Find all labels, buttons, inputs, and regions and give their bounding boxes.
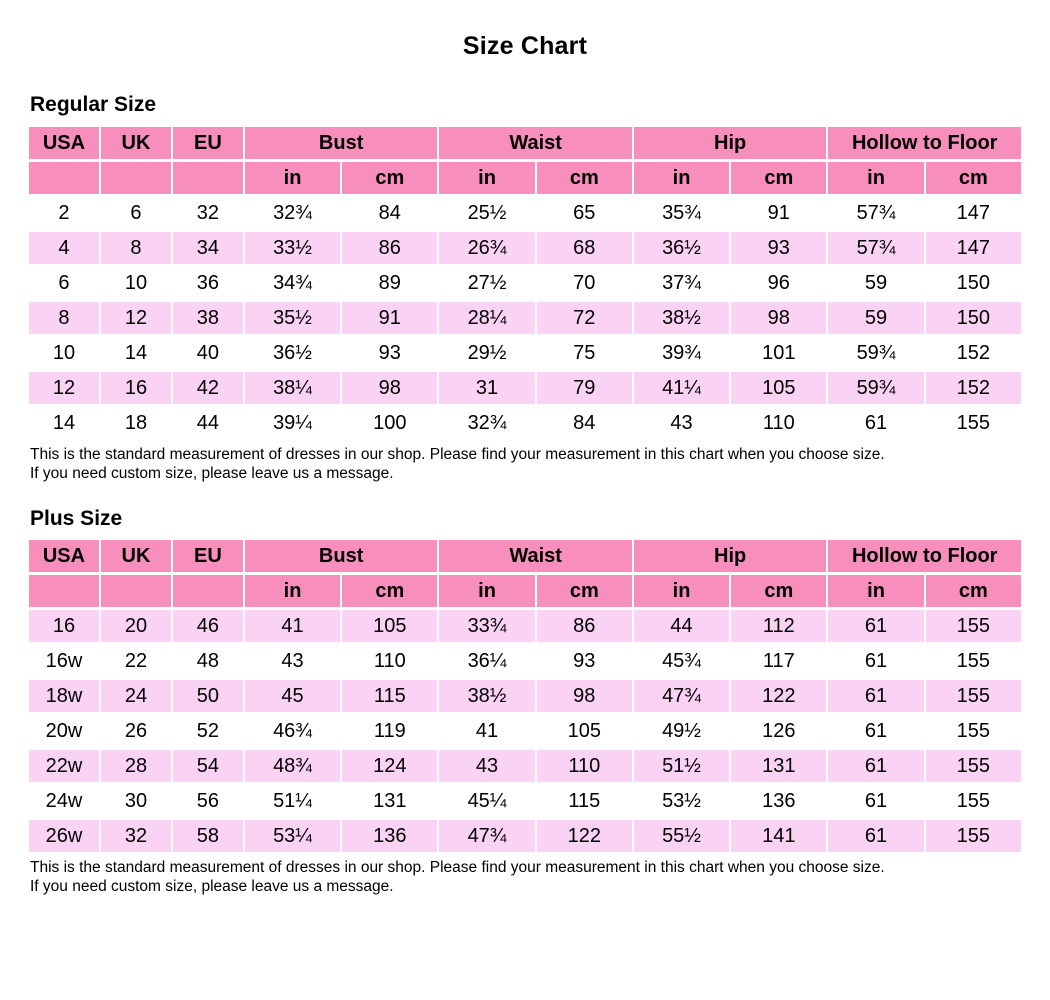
size-table-cell: 46¾ (245, 715, 340, 747)
unit-header-cm: cm (926, 162, 1021, 194)
regular-size-note (30, 445, 1050, 483)
size-table-cell: 6 (29, 267, 99, 299)
unit-header-cm: cm (537, 162, 632, 194)
size-table-cell: 41 (439, 715, 534, 747)
size-table-cell: 98 (731, 302, 826, 334)
size-table-cell: 47¾ (439, 820, 534, 852)
size-table-cell: 14 (101, 337, 171, 369)
unit-header-cm: cm (342, 575, 437, 607)
size-table-cell: 43 (634, 407, 729, 439)
size-table-cell: 152 (926, 372, 1021, 404)
size-table-cell: 34 (173, 232, 243, 264)
size-table-cell: 40 (173, 337, 243, 369)
unit-header-in: in (634, 162, 729, 194)
size-table-cell: 119 (342, 715, 437, 747)
size-table-cell: 122 (731, 680, 826, 712)
size-table-cell: 155 (926, 820, 1021, 852)
unit-header-in: in (245, 162, 340, 194)
size-table-cell: 8 (29, 302, 99, 334)
size-table-cell: 93 (731, 232, 826, 264)
size-table-cell: 59 (828, 267, 923, 299)
unit-header-spacer (173, 162, 243, 194)
size-table-row (29, 302, 1021, 334)
size-table-cell: 150 (926, 267, 1021, 299)
size-table-cell: 68 (537, 232, 632, 264)
size-table-cell: 54 (173, 750, 243, 782)
unit-header-cm: cm (342, 162, 437, 194)
size-table-row (29, 820, 1021, 852)
note-line-2: If you need custom size, please leave us a message. (30, 878, 394, 895)
size-table-cell: 22w (29, 750, 99, 782)
size-table-cell: 22 (101, 645, 171, 677)
size-table-cell: 61 (828, 407, 923, 439)
size-table-row (29, 715, 1021, 747)
size-table-cell: 42 (173, 372, 243, 404)
size-table-cell: 155 (926, 645, 1021, 677)
size-table-cell: 150 (926, 302, 1021, 334)
size-table-cell: 43 (245, 645, 340, 677)
size-table-cell: 36½ (245, 337, 340, 369)
size-table-cell: 41¼ (634, 372, 729, 404)
size-table-cell: 155 (926, 680, 1021, 712)
size-table-cell: 86 (342, 232, 437, 264)
note-line-2: If you need custom size, please leave us a message. (30, 465, 394, 482)
size-table-cell: 152 (926, 337, 1021, 369)
size-table-cell: 35½ (245, 302, 340, 334)
size-table-cell: 12 (101, 302, 171, 334)
size-table-cell: 27½ (439, 267, 534, 299)
unit-header-spacer (101, 575, 171, 607)
size-table-cell: 53¼ (245, 820, 340, 852)
size-table-cell: 6 (101, 197, 171, 229)
size-table-cell: 112 (731, 610, 826, 642)
size-table-row (29, 750, 1021, 782)
size-table-cell: 53½ (634, 785, 729, 817)
size-table-cell: 25½ (439, 197, 534, 229)
size-table-cell: 32¾ (439, 407, 534, 439)
size-table-cell: 115 (537, 785, 632, 817)
size-table-cell: 59¾ (828, 337, 923, 369)
size-table-cell: 45¼ (439, 785, 534, 817)
size-table-cell: 147 (926, 197, 1021, 229)
size-table-cell: 105 (537, 715, 632, 747)
size-table-cell: 91 (731, 197, 826, 229)
size-table-cell: 38 (173, 302, 243, 334)
size-table-cell: 147 (926, 232, 1021, 264)
size-table-cell: 56 (173, 785, 243, 817)
size-table-cell: 39¼ (245, 407, 340, 439)
unit-header-in: in (245, 575, 340, 607)
size-table-cell: 84 (342, 197, 437, 229)
col-header-bust: Bust (245, 540, 438, 572)
size-table-cell: 18 (101, 407, 171, 439)
size-table-cell: 84 (537, 407, 632, 439)
col-header-uk: UK (101, 540, 171, 572)
size-table-cell: 35¾ (634, 197, 729, 229)
size-table-cell: 37¾ (634, 267, 729, 299)
col-header-bust: Bust (245, 127, 438, 159)
size-table-cell: 34¾ (245, 267, 340, 299)
size-table-cell: 61 (828, 820, 923, 852)
size-table-cell: 59 (828, 302, 923, 334)
size-table-cell: 96 (731, 267, 826, 299)
size-table-cell: 115 (342, 680, 437, 712)
size-table-cell: 155 (926, 610, 1021, 642)
size-table-cell: 33½ (245, 232, 340, 264)
size-table-cell: 24 (101, 680, 171, 712)
size-table-cell: 44 (173, 407, 243, 439)
size-table-cell: 36 (173, 267, 243, 299)
size-table-cell: 38½ (634, 302, 729, 334)
size-table-cell: 33¾ (439, 610, 534, 642)
size-table-cell: 28¼ (439, 302, 534, 334)
size-table-cell: 55½ (634, 820, 729, 852)
size-table-cell: 44 (634, 610, 729, 642)
unit-header-in: in (439, 162, 534, 194)
note-line-1: This is the standard measurement of dresses in our shop. Please find your measurement in this chart when you choose size. (30, 446, 885, 463)
col-header-usa: USA (29, 540, 99, 572)
size-table-cell: 79 (537, 372, 632, 404)
plus-size-table (27, 537, 1023, 855)
size-table-row (29, 680, 1021, 712)
column-header-row (29, 127, 1021, 159)
size-table-cell: 61 (828, 610, 923, 642)
size-table-cell: 58 (173, 820, 243, 852)
size-table-row (29, 337, 1021, 369)
size-table-row (29, 372, 1021, 404)
size-table-cell: 70 (537, 267, 632, 299)
unit-header-spacer (29, 162, 99, 194)
size-table-cell: 155 (926, 715, 1021, 747)
size-table-cell: 45¾ (634, 645, 729, 677)
size-table-cell: 18w (29, 680, 99, 712)
size-table-cell: 38½ (439, 680, 534, 712)
size-table-cell: 105 (731, 372, 826, 404)
size-table-cell: 41 (245, 610, 340, 642)
size-table-cell: 30 (101, 785, 171, 817)
size-table-cell: 75 (537, 337, 632, 369)
unit-header-in: in (439, 575, 534, 607)
size-table-cell: 89 (342, 267, 437, 299)
size-table-cell: 16 (29, 610, 99, 642)
unit-header-in: in (828, 575, 923, 607)
size-table-cell: 110 (537, 750, 632, 782)
size-table-cell: 117 (731, 645, 826, 677)
col-header-usa: USA (29, 127, 99, 159)
size-table-cell: 105 (342, 610, 437, 642)
size-table-cell: 91 (342, 302, 437, 334)
unit-header-spacer (173, 575, 243, 607)
size-table-cell: 24w (29, 785, 99, 817)
unit-header-cm: cm (731, 575, 826, 607)
unit-header-row (29, 162, 1021, 194)
size-table-cell: 72 (537, 302, 632, 334)
size-table-cell: 48¾ (245, 750, 340, 782)
size-table-cell: 32 (101, 820, 171, 852)
size-table-cell: 59¾ (828, 372, 923, 404)
size-table-cell: 26 (101, 715, 171, 747)
size-table-cell: 110 (342, 645, 437, 677)
size-table-cell: 10 (101, 267, 171, 299)
plus-size-heading: Plus Size (30, 507, 123, 530)
size-table-cell: 93 (537, 645, 632, 677)
size-table-row (29, 785, 1021, 817)
size-table-cell: 61 (828, 680, 923, 712)
size-table-cell: 93 (342, 337, 437, 369)
size-table-cell: 61 (828, 750, 923, 782)
size-table-cell: 47¾ (634, 680, 729, 712)
size-table-cell: 155 (926, 785, 1021, 817)
size-table-cell: 141 (731, 820, 826, 852)
size-table-cell: 28 (101, 750, 171, 782)
size-table-cell: 57¾ (828, 197, 923, 229)
size-table-cell: 57¾ (828, 232, 923, 264)
col-header-waist: Waist (439, 127, 632, 159)
size-table-cell: 14 (29, 407, 99, 439)
unit-header-spacer (29, 575, 99, 607)
plus-size-note (30, 858, 1050, 896)
size-table-cell: 49½ (634, 715, 729, 747)
col-header-hollow-to-floor: Hollow to Floor (828, 540, 1021, 572)
size-table-cell: 29½ (439, 337, 534, 369)
unit-header-in: in (634, 575, 729, 607)
size-table-cell: 52 (173, 715, 243, 747)
size-table-cell: 26¾ (439, 232, 534, 264)
size-table-cell: 126 (731, 715, 826, 747)
col-header-hollow-to-floor: Hollow to Floor (828, 127, 1021, 159)
size-table-cell: 36½ (634, 232, 729, 264)
size-table-cell: 61 (828, 645, 923, 677)
size-table-cell: 20 (101, 610, 171, 642)
size-table-row (29, 232, 1021, 264)
size-table-cell: 98 (342, 372, 437, 404)
size-table-cell: 86 (537, 610, 632, 642)
size-table-cell: 122 (537, 820, 632, 852)
size-table-cell: 8 (101, 232, 171, 264)
regular-size-table (27, 124, 1023, 442)
size-table-cell: 36¼ (439, 645, 534, 677)
size-table-cell: 45 (245, 680, 340, 712)
note-line-1: This is the standard measurement of dresses in our shop. Please find your measurement in this chart when you choose size. (30, 859, 885, 876)
size-table-cell: 12 (29, 372, 99, 404)
size-table-cell: 39¾ (634, 337, 729, 369)
size-table-cell: 61 (828, 785, 923, 817)
size-table-cell: 4 (29, 232, 99, 264)
regular-size-heading: Regular Size (30, 93, 157, 116)
size-table-cell: 110 (731, 407, 826, 439)
size-table-cell: 136 (731, 785, 826, 817)
unit-header-in: in (828, 162, 923, 194)
size-table-cell: 51½ (634, 750, 729, 782)
col-header-hip: Hip (634, 540, 827, 572)
size-table-cell: 48 (173, 645, 243, 677)
col-header-hip: Hip (634, 127, 827, 159)
size-table-cell: 46 (173, 610, 243, 642)
size-table-row (29, 197, 1021, 229)
size-table-cell: 31 (439, 372, 534, 404)
col-header-uk: UK (101, 127, 171, 159)
page-title: Size Chart (462, 32, 588, 60)
size-table-row (29, 645, 1021, 677)
size-table-cell: 2 (29, 197, 99, 229)
unit-header-spacer (101, 162, 171, 194)
size-table-cell: 38¼ (245, 372, 340, 404)
size-table-cell: 32¾ (245, 197, 340, 229)
size-table-cell: 10 (29, 337, 99, 369)
size-table-cell: 43 (439, 750, 534, 782)
column-header-row (29, 540, 1021, 572)
size-table-cell: 16 (101, 372, 171, 404)
unit-header-row (29, 575, 1021, 607)
size-table-cell: 98 (537, 680, 632, 712)
size-table-cell: 100 (342, 407, 437, 439)
size-table-cell: 20w (29, 715, 99, 747)
col-header-eu: EU (173, 540, 243, 572)
size-table-cell: 65 (537, 197, 632, 229)
size-table-cell: 61 (828, 715, 923, 747)
size-table-cell: 155 (926, 750, 1021, 782)
size-table-row (29, 610, 1021, 642)
size-table-cell: 50 (173, 680, 243, 712)
size-table-cell: 131 (342, 785, 437, 817)
size-table-row (29, 407, 1021, 439)
col-header-waist: Waist (439, 540, 632, 572)
size-table-cell: 136 (342, 820, 437, 852)
unit-header-cm: cm (926, 575, 1021, 607)
size-table-cell: 51¼ (245, 785, 340, 817)
size-table-cell: 101 (731, 337, 826, 369)
unit-header-cm: cm (731, 162, 826, 194)
size-table-cell: 32 (173, 197, 243, 229)
col-header-eu: EU (173, 127, 243, 159)
size-table-cell: 124 (342, 750, 437, 782)
size-table-row (29, 267, 1021, 299)
size-table-cell: 16w (29, 645, 99, 677)
unit-header-cm: cm (537, 575, 632, 607)
size-table-cell: 26w (29, 820, 99, 852)
size-table-cell: 155 (926, 407, 1021, 439)
size-table-cell: 131 (731, 750, 826, 782)
